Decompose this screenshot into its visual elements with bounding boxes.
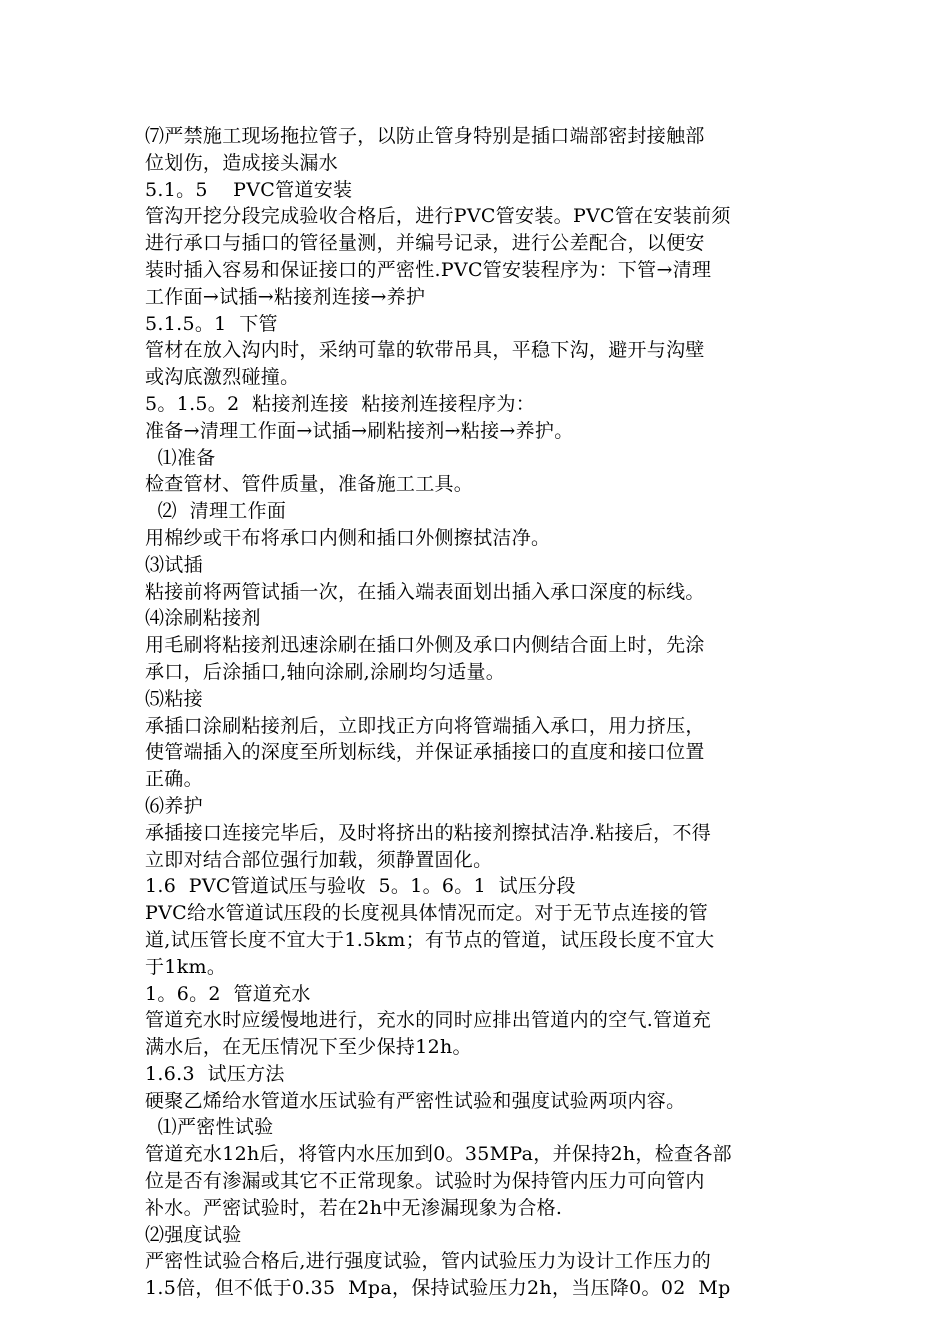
text-line: ⑹养护 — [145, 794, 203, 817]
text-line: 正确。 — [145, 768, 203, 791]
text-line: ⑵ 清理工作面 — [145, 500, 287, 523]
text-line: 硬聚乙烯给水管道水压试验有严密性试验和强度试验两项内容。 — [145, 1089, 686, 1112]
text-line: 于1km。 — [145, 955, 227, 978]
text-line: 使管端插入的深度至所划标线，并保证承插接口的直度和接口位置 — [145, 741, 705, 764]
text-line: 1.6 PVC管道试压与验收 5。1。6。1 试压分段 — [145, 875, 576, 898]
text-line: ⑵强度试验 — [145, 1223, 242, 1246]
text-line: 立即对结合部位强行加载，须静置固化。 — [145, 848, 493, 871]
text-line: PVC给水管道试压段的长度视具体情况而定。对于无节点连接的管 — [145, 902, 709, 925]
text-line: 粘接前将两管试插一次，在插入端表面划出插入承口深度的标线。 — [145, 580, 705, 603]
text-line: 管沟开挖分段完成验收合格后，进行PVC管安装。PVC管在安装前须 — [145, 205, 731, 228]
text-line: 用棉纱或干布将承口内侧和插口外侧擦拭洁净。 — [145, 526, 551, 549]
text-line: ⑴准备 — [145, 446, 216, 469]
text-line: ⑷涂刷粘接剂 — [145, 607, 261, 630]
text-line: 管道充水12h后，将管内水压加到0。35MPa，并保持2h，检查各部 — [145, 1143, 732, 1166]
text-line: 5.1.5。1 下管 — [145, 312, 278, 335]
text-line: 位是否有渗漏或其它不正常现象。试验时为保持管内压力可向管内 — [145, 1170, 705, 1193]
text-line: 道,试压管长度不宜大于1.5km；有节点的管道，试压段长度不宜大 — [145, 928, 715, 951]
text-line: ⑺严禁施工现场拖拉管子，以防止管身特别是插口端部密封接触部 — [145, 125, 705, 147]
text-line: ⑸粘接 — [145, 687, 203, 710]
text-line: 用毛刷将粘接剂迅速涂刷在插口外侧及承口内侧结合面上时，先涂 — [145, 634, 705, 657]
text-line: 或沟底激烈碰撞。 — [145, 366, 300, 389]
text-line: 位划伤，造成接头漏水 — [145, 151, 339, 174]
text-line: 进行承口与插口的管径量测，并编号记录，进行公差配合，以便安 — [145, 232, 705, 255]
text-line: 承插口涂刷粘接剂后，立即找正方向将管端插入承口，用力挤压， — [145, 714, 705, 737]
text-line: 管道充水时应缓慢地进行，充水的同时应排出管道内的空气.管道充 — [145, 1009, 712, 1032]
text-line: 1.5倍，但不低于0.35 Mpa，保持试验压力2h，当压降0。02 Mp — [145, 1277, 731, 1300]
text-line: 装时插入容易和保证接口的严密性.PVC管安装程序为：下管→清理 — [145, 258, 712, 281]
text-line: 承插接口连接完毕后，及时将挤出的粘接剂擦拭洁净.粘接后，不得 — [145, 821, 712, 844]
text-line: ⑶试插 — [145, 553, 203, 576]
text-line: 承口，后涂插口,轴向涂刷,涂刷均匀适量。 — [145, 660, 506, 683]
text-line: 严密性试验合格后,进行强度试验，管内试验压力为设计工作压力的 — [145, 1250, 712, 1273]
text-line: 工作面→试插→粘接剂连接→养护 — [145, 285, 426, 308]
text-line: 管材在放入沟内时，采纳可靠的软带吊具，平稳下沟，避开与沟壁 — [145, 339, 705, 362]
text-line: 5。1.5。2 粘接剂连接 粘接剂连接程序为： — [145, 392, 536, 415]
text-line: ⑴严密性试验 — [145, 1116, 274, 1139]
text-line: 检查管材、管件质量，准备施工工具。 — [145, 473, 474, 496]
text-line: 1.6.3 试压方法 — [145, 1062, 285, 1085]
text-line: 准备→清理工作面→试插→刷粘接剂→粘接→养护。 — [145, 419, 574, 442]
document-body — [145, 123, 810, 1302]
text-line: 1。6。2 管道充水 — [145, 982, 311, 1005]
text-line: 补水。严密试验时，若在2h中无渗漏现象为合格. — [145, 1196, 563, 1219]
text-line: 满水后，在无压情况下至少保持12h。 — [145, 1036, 472, 1059]
text-line: 5.1。5 PVC管道安装 — [145, 178, 353, 201]
